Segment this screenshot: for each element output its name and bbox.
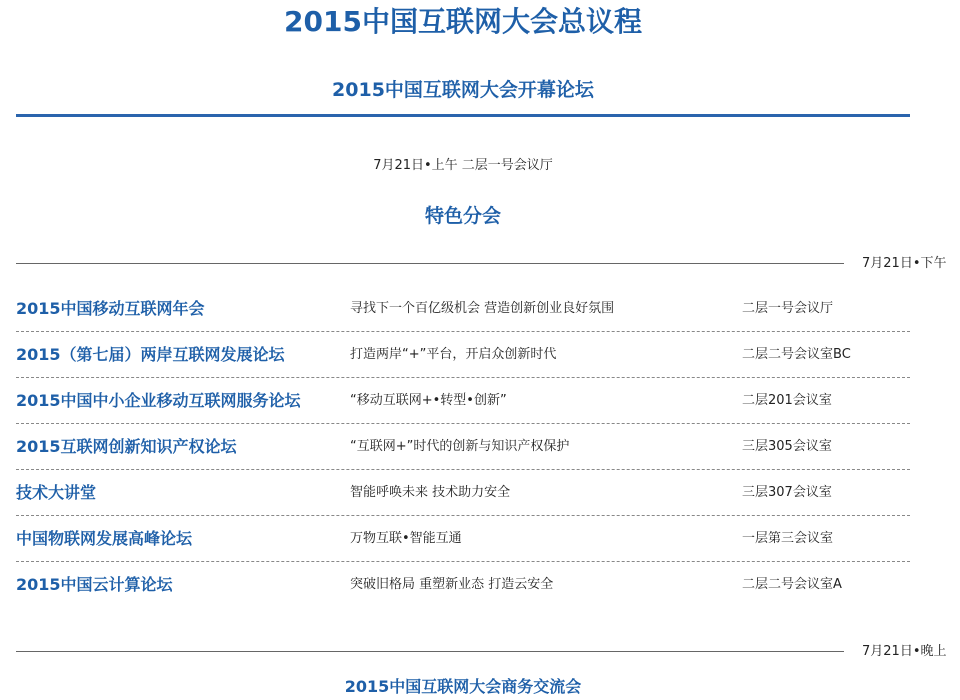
evening-time-label: 7月21日•晚上 [862,644,947,659]
session-topic: 突破旧格局 重塑新业态 打造云安全 [350,577,554,592]
session-room: 二层一号会议厅 [742,301,834,316]
session-topic: “移动互联网+•转型•创新” [350,393,507,408]
session-name[interactable]: 中国物联网发展高峰论坛 [16,529,193,548]
evening-divider [16,651,844,652]
session-room: 二层二号会议室A [742,577,842,592]
session-room: 三层307会议室 [742,485,832,500]
session-row [16,516,910,562]
evening-event-title[interactable]: 2015中国互联网大会商务交流会 [344,677,582,696]
session-room: 一层第三会议室 [742,531,834,546]
session-topic: 寻找下一个百亿级机会 营造创新创业良好氛围 [350,301,615,316]
opening-forum-title: 2015中国互联网大会开幕论坛 [332,79,594,101]
session-topic: 万物互联•智能互通 [350,531,462,546]
session-topic: 打造两岸“+”平台，开启众创新时代 [350,347,557,362]
session-name[interactable]: 2015中国中小企业移动互联网服务论坛 [16,391,301,410]
session-name[interactable]: 2015中国云计算论坛 [16,575,173,594]
opening-forum-info: 7月21日•上午 二层一号会议厅 [373,158,553,173]
session-room: 二层二号会议室BC [742,347,851,362]
session-row [16,424,910,470]
title-divider [16,114,910,117]
session-name[interactable]: 2015（第七届）两岸互联网发展论坛 [16,345,285,364]
session-row [16,286,910,332]
page-title: 2015中国互联网大会总议程 [284,5,642,38]
session-name[interactable]: 技术大讲堂 [16,483,97,502]
session-room: 三层305会议室 [742,439,832,454]
session-room: 二层201会议室 [742,393,832,408]
afternoon-time-label: 7月21日•下午 [862,256,947,271]
session-name[interactable]: 2015中国移动互联网年会 [16,299,205,318]
breakout-section-title: 特色分会 [424,205,501,227]
session-row [16,378,910,424]
session-row [16,470,910,516]
session-row [16,562,910,608]
session-topic: “互联网+”时代的创新与知识产权保护 [350,439,570,454]
afternoon-divider [16,263,844,264]
session-name[interactable]: 2015互联网创新知识产权论坛 [16,437,237,456]
session-row [16,332,910,378]
session-topic: 智能呼唤未来 技术助力安全 [350,485,511,500]
